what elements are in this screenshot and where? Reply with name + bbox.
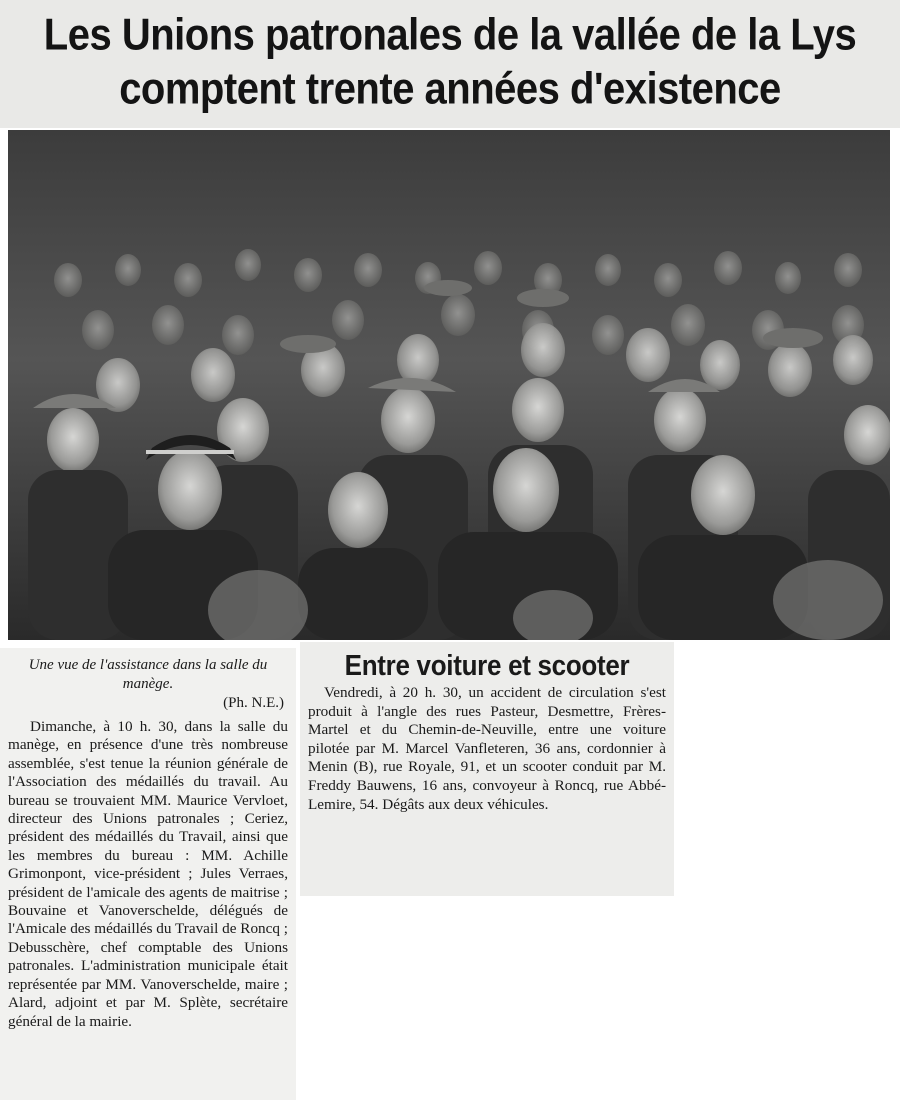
article-right-headline-text: Entre voiture et scooter [344, 648, 630, 682]
article-right-headline [300, 648, 674, 682]
photo-caption [12, 656, 284, 713]
headline-line-2: comptent trente années d'existence [119, 64, 781, 114]
photo-credit: (Ph. N.E.) [223, 695, 284, 711]
headline-line-1: Les Unions patronales de la vallée de la Lys [43, 10, 857, 60]
article-right-body: Vendredi, à 20 h. 30, un accident de circulation s'est produit à l'angle des rues Pasteur, Desmettre, Frères-Martel et du Chemin-de-Neuville, entre une voiture pilotée par M. Marcel Vanfleteren, 36 ans, cordonnier à Menin (B), rue Royale, 91, et un scooter conduit par M. Freddy Bauwens, 16 ans, convoyeur à Roncq, rue Abbé-Lemire, 54. Dégâts aux deux véhicules. [308, 684, 666, 813]
article-headline [0, 0, 900, 128]
article-left-body: Dimanche, à 10 h. 30, dans la salle du manège, en présence d'une très nombreuse assemblée, s'est tenue la réunion générale de l'Association des médaillés du travail. Au bureau se trouvaient MM. Maurice Vervloet, directeur des Unions patronales ; Ceriez, président des médaillés du Travail, ainsi que les membres du bureau : MM. Achille Grimonpont, vice-président ; Jules Verraes, président de l'amicale des agents de maitrise ; Bouvaine et Vanoverschelde, délégués de l'Amicale des médaillés du Travail de Roncq ; Debusschère, chef comptable des Unions patronales. L'administration municipale était représentée par MM. Vanoverschelde, maire ; Alard, adjoint et par M. Splète, secrétaire général de la mairie. [8, 718, 288, 1030]
photo-illustration [8, 130, 890, 640]
caption-text: Une vue de l'assistance dans la salle du manège. [28, 657, 268, 692]
assembly-audience-photo [8, 130, 890, 640]
